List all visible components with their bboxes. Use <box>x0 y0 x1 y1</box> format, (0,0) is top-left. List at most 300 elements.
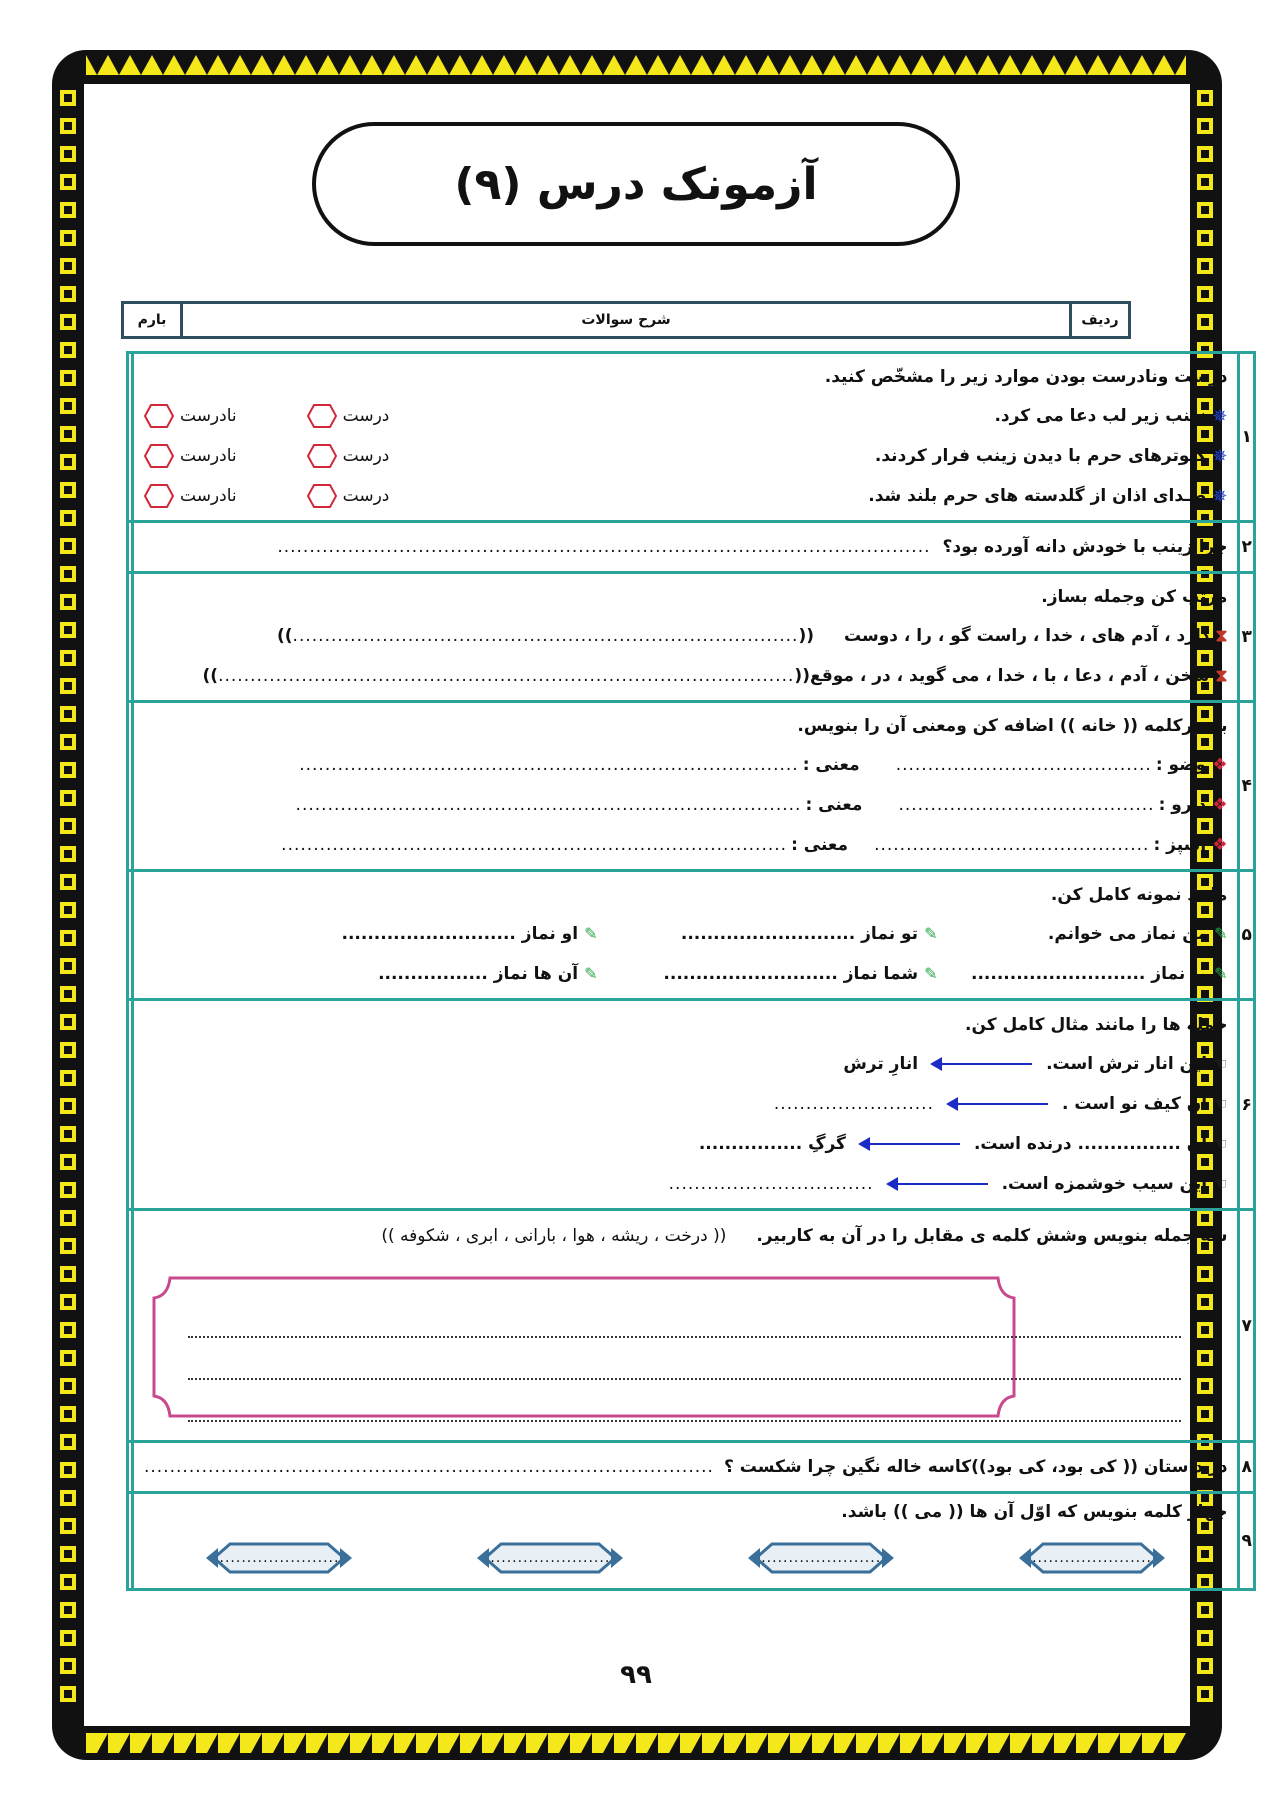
border-square-icon <box>60 1210 76 1226</box>
border-triangle-icon <box>548 55 570 75</box>
border-square-icon <box>60 566 76 582</box>
border-square-icon <box>60 958 76 974</box>
border-square-icon <box>1197 230 1213 246</box>
star-bullet-icon: ✵ <box>1212 485 1228 507</box>
writing-lines[interactable] <box>188 1296 1181 1422</box>
border-triangle-icon <box>680 55 702 75</box>
table-header <box>121 301 1131 339</box>
score-cell[interactable] <box>128 1493 133 1590</box>
border-square-icon <box>1197 314 1213 330</box>
border-triangle-icon <box>262 1733 284 1753</box>
choice-right[interactable] <box>307 403 390 429</box>
question-title: جمله ها را مانند مثال کامل کن. <box>965 1014 1228 1035</box>
border-triangle-icon <box>922 1733 944 1753</box>
question-number: ۷ <box>1239 1210 1254 1442</box>
border-square-icon <box>60 1042 76 1058</box>
open-paren: (( <box>794 666 810 686</box>
border-triangle-icon <box>1120 55 1142 75</box>
border-triangle-icon <box>834 55 856 75</box>
border-triangle-icon <box>856 55 878 75</box>
border-square-icon <box>60 454 76 470</box>
border-triangle-icon <box>218 1733 240 1753</box>
border-triangle-icon <box>240 1733 262 1753</box>
word-meaning-row <box>144 745 1227 785</box>
word-list: (( درخت ، ریشه ، هوا ، بارانی ، ابری ، شکوفه )) <box>381 1225 727 1246</box>
border-square-icon <box>60 706 76 722</box>
border-triangle-icon <box>592 55 614 75</box>
border-square-icon <box>60 762 76 778</box>
star-bullet-icon: ✵ <box>1212 445 1228 467</box>
border-triangle-icon <box>262 55 284 75</box>
choice-right[interactable] <box>307 443 390 469</box>
border-triangle-icon <box>174 55 196 75</box>
score-cell[interactable] <box>128 1000 133 1210</box>
border-triangle-icon <box>108 1733 130 1753</box>
border-triangle-icon <box>900 1733 922 1753</box>
border-triangle-icon <box>1164 55 1186 75</box>
question-title: مانند نمونه کامل کن. <box>1050 885 1228 905</box>
border-triangle-icon <box>416 1733 438 1753</box>
choice-wrong[interactable] <box>144 403 237 429</box>
conjugation-row <box>144 914 1227 954</box>
border-triangle-icon <box>526 1733 548 1753</box>
answer-blank[interactable]: .......................................................................................... <box>218 666 795 686</box>
border-square-icon <box>60 1462 76 1478</box>
example-row <box>144 1164 1227 1204</box>
header-sharh: شرح سوالات <box>180 304 1069 336</box>
scrambled-words: دارد ، آدم های ، خدا ، راست گو ، را ، دوست <box>844 626 1210 646</box>
border-triangle-icon <box>724 55 746 75</box>
score-cell[interactable] <box>128 1210 133 1442</box>
border-triangle-icon <box>1010 55 1032 75</box>
open-paren: (( <box>798 626 814 646</box>
border-triangle-icon <box>86 55 108 75</box>
border-square-icon <box>60 1070 76 1086</box>
border-square-icon <box>60 818 76 834</box>
border-square-icon <box>60 1546 76 1562</box>
answer-blank[interactable]: ......................................................................................... <box>144 1457 714 1477</box>
border-ornament-left <box>55 84 81 1726</box>
border-triangle-icon <box>658 1733 680 1753</box>
scrambled-row <box>144 656 1227 696</box>
question-title: چهار کلمه بنویس که اوّل آن ها (( می )) باشد. <box>841 1502 1228 1522</box>
answer-blank[interactable]: ........................................... <box>874 835 1150 855</box>
border-square-icon <box>60 1126 76 1142</box>
question-row-8 <box>128 1442 1255 1493</box>
diamond-bullet-icon: ❖ <box>1212 755 1228 775</box>
border-triangle-icon <box>284 55 306 75</box>
statement-row <box>144 436 1227 476</box>
border-square-icon <box>60 1294 76 1310</box>
border-square-icon <box>60 902 76 918</box>
answer-blank[interactable]: ...................... <box>490 1550 611 1566</box>
border-square-icon <box>60 90 76 106</box>
border-triangle-icon <box>746 1733 768 1753</box>
border-triangle-icon <box>614 1733 636 1753</box>
header-barem: بارم <box>137 312 167 328</box>
border-triangle-icon <box>658 55 680 75</box>
border-triangle-icon <box>306 55 328 75</box>
border-square-icon <box>60 650 76 666</box>
border-square-icon <box>60 1602 76 1618</box>
border-triangle-icon <box>988 1733 1010 1753</box>
question-number: ۸ <box>1239 1442 1254 1493</box>
border-triangle-icon <box>680 1733 702 1753</box>
border-triangle-icon <box>284 1733 306 1753</box>
choice-label: نادرست <box>180 446 237 466</box>
score-cell[interactable] <box>128 1442 133 1493</box>
questions-table <box>126 351 1256 1591</box>
border-triangle-icon <box>922 55 944 75</box>
pencil-bullet-icon: ✎ <box>584 924 598 943</box>
question-title: به هرکلمه (( خانه )) اضافه کن ومعنی آن را بنویس. <box>797 716 1228 736</box>
example-row <box>144 1124 1227 1164</box>
border-square-icon <box>60 202 76 218</box>
answer-blank[interactable]: گرگِ ................ <box>698 1133 846 1154</box>
border-triangle-icon <box>988 55 1010 75</box>
border-square-icon <box>60 1378 76 1394</box>
border-triangle-icon <box>350 55 372 75</box>
ornament-frame[interactable] <box>475 1536 625 1580</box>
choice-wrong[interactable] <box>144 483 237 509</box>
border-triangle-icon <box>790 1733 812 1753</box>
question-number: ۶ <box>1239 1000 1254 1210</box>
choice-wrong[interactable] <box>144 443 237 469</box>
question-number: ۱ <box>1239 353 1254 522</box>
question-row-3 <box>128 573 1255 702</box>
answer: انارِ ترش <box>843 1053 919 1074</box>
header-radif: ردیف <box>1069 304 1128 336</box>
border-square-icon <box>60 370 76 386</box>
choice-label: درست <box>342 446 390 466</box>
border-triangle-icon <box>702 55 724 75</box>
border-triangle-icon <box>196 1733 218 1753</box>
question-text: چرا زینب با خودش دانه آورده بود؟ <box>942 537 1228 557</box>
border-triangle-icon <box>1142 1733 1164 1753</box>
hexagon-checkbox-icon[interactable] <box>144 443 174 469</box>
star-bullet-icon: ✵ <box>1212 405 1228 427</box>
score-cell[interactable] <box>128 353 133 522</box>
border-square-icon <box>1197 146 1213 162</box>
border-triangle-icon <box>218 55 240 75</box>
answer-blank[interactable]: ......................... <box>773 1093 934 1114</box>
scrambled-words: سخن ، آدم ، دعا ، با ، خدا ، می گوید ، در ، موقع <box>809 666 1210 686</box>
border-triangle-icon <box>350 1733 372 1753</box>
meaning-blank[interactable]: .............................................................................. <box>299 755 799 775</box>
border-triangle-icon <box>504 1733 526 1753</box>
border-triangle-icon <box>900 55 922 75</box>
statement-row <box>144 396 1227 436</box>
border-triangle-icon <box>1142 55 1164 75</box>
border-triangle-icon <box>482 1733 504 1753</box>
arrow-left-icon <box>888 1183 988 1185</box>
sentence: این سیب خوشمزه است. <box>1001 1173 1208 1194</box>
border-square-icon <box>60 678 76 694</box>
question-row-7 <box>128 1210 1255 1442</box>
conjugation-item[interactable]: تو نماز ........................... <box>680 924 919 944</box>
border-triangle-icon <box>438 55 460 75</box>
border-triangle-icon <box>592 1733 614 1753</box>
border-square-icon <box>60 1406 76 1422</box>
border-square-icon <box>60 790 76 806</box>
meaning-label: معنی : <box>805 795 863 815</box>
pencil-bullet-icon: ✎ <box>1214 964 1228 983</box>
border-square-icon <box>60 538 76 554</box>
border-square-icon <box>60 342 76 358</box>
border-square-icon <box>60 1630 76 1646</box>
border-square-icon <box>1197 174 1213 190</box>
border-triangle-icon <box>1010 1733 1032 1753</box>
conjugation-item[interactable]: آن ها نماز ................. <box>378 964 579 984</box>
border-triangle-icon <box>1120 1733 1142 1753</box>
answer-frames <box>144 1532 1227 1584</box>
answer-blank[interactable]: ............................................................................... <box>292 626 799 646</box>
border-triangle-icon <box>152 1733 174 1753</box>
hexagon-checkbox-icon[interactable] <box>144 403 174 429</box>
hourglass-bullet-icon: ⧗ <box>1215 626 1228 646</box>
word-label: دارو : <box>1158 795 1207 815</box>
border-square-icon <box>60 426 76 442</box>
hexagon-checkbox-icon[interactable] <box>144 483 174 509</box>
choice-label: درست <box>342 486 390 506</box>
hexagon-checkbox-icon[interactable] <box>307 403 337 429</box>
question-row-9 <box>128 1493 1255 1590</box>
conjugation-item[interactable]: او نماز ........................... <box>341 924 579 944</box>
pencil-bullet-icon: ✎ <box>1214 924 1228 943</box>
border-square-icon <box>1197 1602 1213 1618</box>
statement-text: صـدای اذان از گلدسته های حرم بلند شد. <box>868 486 1207 506</box>
border-triangle-icon <box>504 55 526 75</box>
border-ornament-top <box>86 52 1186 78</box>
border-triangle-icon <box>482 55 504 75</box>
border-triangle-icon <box>790 55 812 75</box>
answer-blank[interactable]: ........................................ <box>895 755 1152 775</box>
border-triangle-icon <box>856 1733 878 1753</box>
border-triangle-icon <box>1032 55 1054 75</box>
conjugation-item[interactable]: ما نماز ........................... <box>971 964 1209 984</box>
diamond-bullet-icon: ❖ <box>1212 795 1228 815</box>
answer-blank[interactable]: ................................ <box>668 1173 874 1194</box>
word-label: وضو : <box>1155 755 1207 775</box>
border-triangle-icon <box>746 55 768 75</box>
sentence[interactable]: آن ................ درنده است. <box>973 1133 1208 1154</box>
example-row <box>144 1084 1227 1124</box>
border-triangle-icon <box>548 1733 570 1753</box>
word-meaning-row <box>144 785 1227 825</box>
ornament-frame[interactable] <box>746 1536 896 1580</box>
border-triangle-icon <box>328 55 350 75</box>
question-number: ۵ <box>1239 871 1254 1000</box>
sentence: آن کیف نو است . <box>1062 1093 1208 1114</box>
answer-blank[interactable]: ...................... <box>1032 1550 1152 1566</box>
arrow-left-icon <box>860 1143 960 1145</box>
border-triangle-icon <box>812 55 834 75</box>
meaning-blank[interactable]: ............................................................................... <box>281 835 788 855</box>
border-square-icon <box>60 286 76 302</box>
conjugation-item[interactable]: من نماز می خوانم. <box>1047 924 1209 944</box>
border-triangle-icon <box>878 55 900 75</box>
answer-blank[interactable]: ...................... <box>219 1550 340 1566</box>
border-square-icon <box>60 174 76 190</box>
border-square-icon <box>60 1574 76 1590</box>
score-cell[interactable] <box>128 573 133 702</box>
word-label: آشپز : <box>1153 835 1207 855</box>
question-row-4 <box>128 702 1255 871</box>
meaning-label: معنی : <box>802 755 860 775</box>
border-triangle-icon <box>1054 1733 1076 1753</box>
border-square-icon <box>60 1238 76 1254</box>
border-triangle-icon <box>306 1733 328 1753</box>
question-row-2 <box>128 522 1255 573</box>
border-square-icon <box>60 1154 76 1170</box>
meaning-blank[interactable]: ............................................................................... <box>295 795 802 815</box>
border-triangle-icon <box>702 1733 724 1753</box>
question-number: ۹ <box>1239 1493 1254 1590</box>
border-triangle-icon <box>460 55 482 75</box>
border-square-icon <box>60 118 76 134</box>
border-square-icon <box>60 594 76 610</box>
question-row-1 <box>128 353 1255 522</box>
ornament-frame[interactable] <box>204 1536 354 1580</box>
pointing-hand-icon: ☜ <box>1213 1094 1228 1113</box>
border-triangle-icon <box>108 55 130 75</box>
border-triangle-icon <box>394 55 416 75</box>
border-triangle-icon <box>526 55 548 75</box>
border-triangle-icon <box>240 55 262 75</box>
question-number: ۲ <box>1239 522 1254 573</box>
border-triangle-icon <box>438 1733 460 1753</box>
pointing-hand-icon: ☜ <box>1213 1054 1228 1073</box>
answer-blank[interactable]: ........................................ <box>898 795 1155 815</box>
border-triangle-icon <box>86 1733 108 1753</box>
border-square-icon <box>60 398 76 414</box>
border-square-icon <box>1197 286 1213 302</box>
border-triangle-icon <box>372 1733 394 1753</box>
question-row-6 <box>128 1000 1255 1210</box>
page-title: آزمونک درس (۹) <box>312 122 960 246</box>
hexagon-checkbox-icon[interactable] <box>307 483 337 509</box>
pencil-bullet-icon: ✎ <box>924 964 938 983</box>
writing-frame[interactable] <box>148 1272 1221 1422</box>
close-paren: )) <box>277 626 293 646</box>
score-cell[interactable] <box>128 702 133 871</box>
arrow-left-icon <box>948 1103 1048 1105</box>
border-square-icon <box>60 314 76 330</box>
question-title: مرتّب کن وجمله بساز. <box>1041 587 1228 607</box>
border-triangle-icon <box>328 1733 350 1753</box>
border-square-icon <box>1197 258 1213 274</box>
border-triangle-icon <box>570 55 592 75</box>
border-triangle-icon <box>1098 1733 1120 1753</box>
border-square-icon <box>60 146 76 162</box>
word-meaning-row <box>144 825 1227 865</box>
border-square-icon <box>1197 90 1213 106</box>
choice-label: نادرست <box>180 486 237 506</box>
border-square-icon <box>60 1098 76 1114</box>
border-triangle-icon <box>944 55 966 75</box>
choice-label: نادرست <box>180 406 237 426</box>
border-square-icon <box>60 734 76 750</box>
hexagon-checkbox-icon[interactable] <box>307 443 337 469</box>
score-cell[interactable] <box>128 871 133 1000</box>
answer-blank[interactable]: ...................................................................................................... <box>277 537 931 557</box>
border-triangle-icon <box>636 1733 658 1753</box>
pencil-bullet-icon: ✎ <box>924 924 938 943</box>
meaning-label: معنی : <box>791 835 849 855</box>
conjugation-item[interactable]: شما نماز ........................... <box>663 964 919 984</box>
border-square-icon <box>60 930 76 946</box>
statement-text: زینب زیر لب دعا می کرد. <box>994 406 1207 426</box>
border-square-icon <box>60 258 76 274</box>
question-text: در داستان (( کی بود، کی بود))کاسه خاله نگین چرا شکست ؟ <box>723 1457 1228 1477</box>
score-cell[interactable] <box>128 522 133 573</box>
pointing-hand-icon: ☜ <box>1213 1174 1228 1193</box>
page-number: ۹۹ <box>620 1660 652 1690</box>
border-square-icon <box>60 1014 76 1030</box>
arrow-left-icon <box>932 1063 1032 1065</box>
border-square-icon <box>60 510 76 526</box>
border-triangle-icon <box>1032 1733 1054 1753</box>
border-triangle-icon <box>196 55 218 75</box>
question-number: ۴ <box>1239 702 1254 871</box>
border-square-icon <box>60 1518 76 1534</box>
statement-text: کبوترهای حرم با دیدن زینب فرار کردند. <box>874 446 1207 466</box>
border-triangle-icon <box>944 1733 966 1753</box>
border-triangle-icon <box>1076 55 1098 75</box>
border-square-icon <box>60 986 76 1002</box>
choice-label: درست <box>342 406 390 426</box>
border-square-icon <box>1197 202 1213 218</box>
border-square-icon <box>60 482 76 498</box>
border-square-icon <box>60 230 76 246</box>
border-triangle-icon <box>768 55 790 75</box>
choice-right[interactable] <box>307 483 390 509</box>
scrambled-row <box>144 616 1227 656</box>
ornament-frame[interactable] <box>1017 1536 1167 1580</box>
border-square-icon <box>60 1266 76 1282</box>
border-triangle-icon <box>570 1733 592 1753</box>
border-triangle-icon <box>834 1733 856 1753</box>
border-triangle-icon <box>614 55 636 75</box>
border-square-icon <box>60 1490 76 1506</box>
border-triangle-icon <box>878 1733 900 1753</box>
border-triangle-icon <box>636 55 658 75</box>
border-triangle-icon <box>966 1733 988 1753</box>
border-triangle-icon <box>1076 1733 1098 1753</box>
pencil-bullet-icon: ✎ <box>584 964 598 983</box>
border-triangle-icon <box>152 55 174 75</box>
answer-blank[interactable]: ...................... <box>761 1550 882 1566</box>
question-number: ۳ <box>1239 573 1254 702</box>
question-title: درست ونادرست بودن موارد زیر را مشخّص کنید. <box>824 367 1228 387</box>
border-triangle-icon <box>174 1733 196 1753</box>
question-row-5 <box>128 871 1255 1000</box>
close-paren: )) <box>202 666 219 686</box>
border-square-icon <box>60 846 76 862</box>
border-triangle-icon <box>724 1733 746 1753</box>
border-triangle-icon <box>1164 1733 1186 1753</box>
border-square-icon <box>1197 1630 1213 1646</box>
border-ornament-bottom <box>86 1730 1186 1756</box>
border-triangle-icon <box>966 55 988 75</box>
border-triangle-icon <box>1054 55 1076 75</box>
border-triangle-icon <box>416 55 438 75</box>
border-square-icon <box>60 1182 76 1198</box>
border-triangle-icon <box>372 55 394 75</box>
diamond-bullet-icon: ❖ <box>1212 835 1228 855</box>
border-triangle-icon <box>1098 55 1120 75</box>
border-triangle-icon <box>130 1733 152 1753</box>
